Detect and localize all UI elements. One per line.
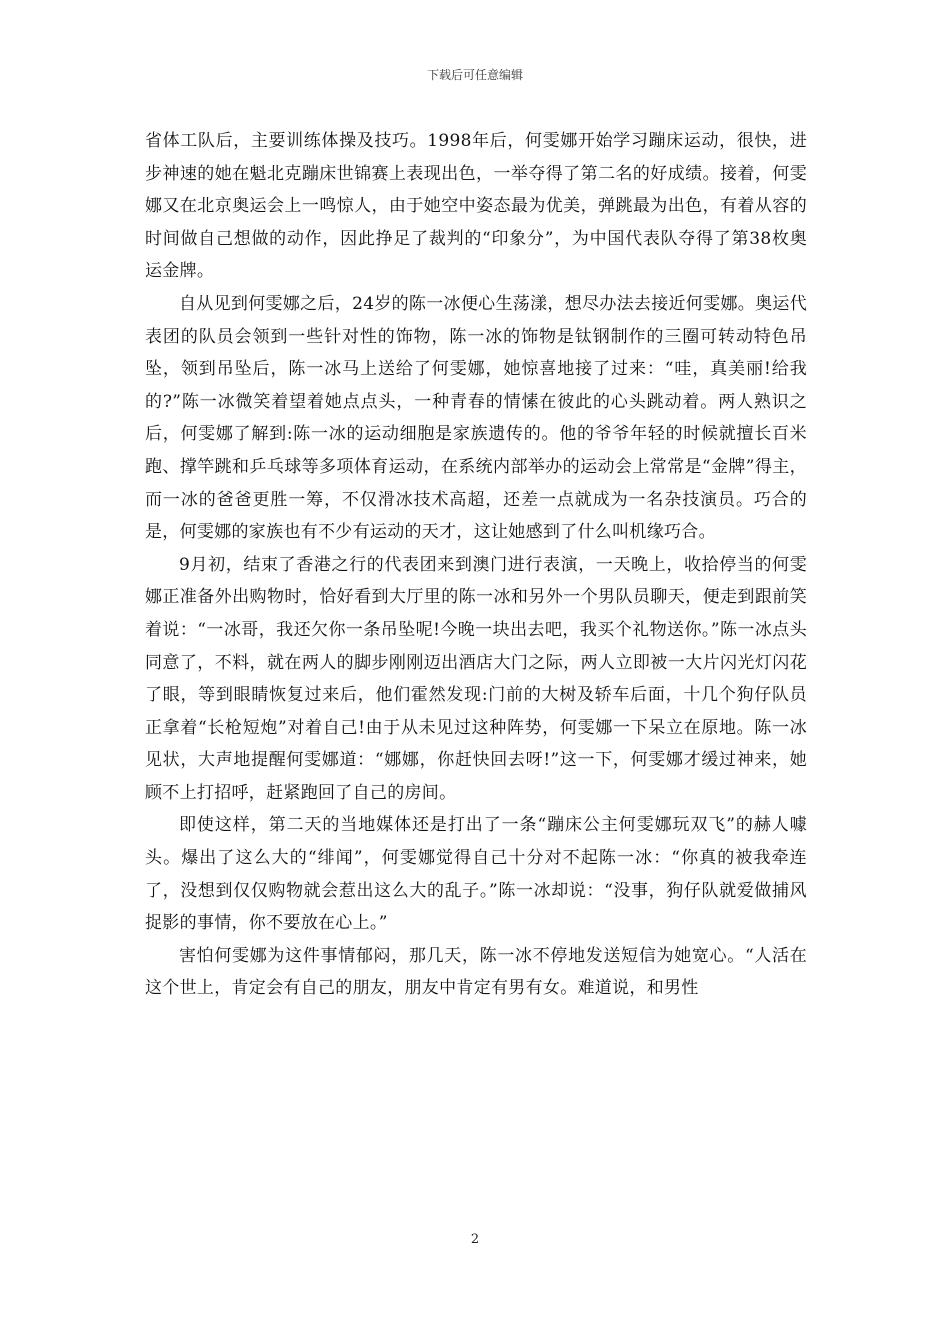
paragraph-3: 9月初，结束了香港之行的代表团来到澳门进行表演，一天晚上，收拾停当的何雯娜正准备外出购物时，恰好看到大厅里的陈一冰和另外一个男队员聊天，便走到跟前笑着说：“一冰哥，我还欠你一条吊坠呢!今晚一块出去吧，我买个礼物送你。”陈一冰点头同意了，不料，就在两人的脚步刚刚迈出酒店大门之际，两人立即被一大片闪光灯闪花了眼，等到眼睛恢复过来后，他们霍然发现:门前的大树及轿车后面，十几个狗仔队员正拿着“长枪短炮”对着自己!由于从未见过这种阵势，何雯娜一下呆立在原地。陈一冰见状，大声地提醒何雯娜道：“娜娜，你赶快回去呀!”这一下，何雯娜才缓过神来，她顾不上打招呼，赶紧跑回了自己的房间。 — [145, 554, 807, 803]
paragraph-4: 即使这样，第二天的当地媒体还是打出了一条“蹦床公主何雯娜玩双飞”的赫人噱头。爆出了这么大的“绯闻”，何雯娜觉得自己十分对不起陈一冰：“你真的被我牵连了，没想到仅仅购物就会惹出这么大的乱子。”陈一冰却说：“没事，狗仔队就爱做捕风捉影的事情，你不要放在心上。” — [145, 815, 807, 934]
paragraph-2: 自从见到何雯娜之后，24岁的陈一冰便心生荡漾，想尽办法去接近何雯娜。奥运代表团的队员会领到一些针对性的饰物，陈一冰的饰物是钛钢制作的三圈可转动特色吊坠，领到吊坠后，陈一冰马上送给了何雯娜，她惊喜地接了过来：“哇，真美丽!给我的?”陈一冰微笑着望着她点点头，一种青春的情愫在彼此的心头跳动着。两人熟识之后，何雯娜了解到:陈一冰的运动细胞是家族遗传的。他的爷爷年轻的时候就擅长百米跑、撑竿跳和乒乓球等多项体育运动，在系统内部举办的运动会上常常是“金牌”得主，而一冰的爸爸更胜一筹，不仅滑冰技术高超，还差一点就成为一名杂技演员。巧合的是，何雯娜的家族也有不少有运动的天才，这让她感到了什么叫机缘巧合。 — [145, 293, 807, 543]
page-header-note: 下载后可任意编辑 — [426, 68, 523, 82]
page-number: 2 — [470, 1232, 480, 1247]
paragraph-1: 省体工队后，主要训练体操及技巧。1998年后，何雯娜开始学习蹦床运动，很快，进步神速的她在魁北克蹦床世锦赛上表现出色，一举夺得了第二名的好成绩。接着，何雯娜又在北京奥运会上一鸣惊人，由于她空中姿态最为优美，弹跳最为出色，有着从容的时间做自己想做的动作，因此挣足了裁判的“印象分”，为中国代表队夺得了第38枚奥运金牌。 — [145, 131, 807, 282]
paragraph-5: 害怕何雯娜为这件事情郁闷，那几天，陈一冰不停地发送短信为她宽心。“人活在这个世上，肯定会有自己的朋友，朋友中肯定有男有女。难道说，和男性 — [145, 945, 807, 999]
document-body — [145, 125, 807, 1005]
